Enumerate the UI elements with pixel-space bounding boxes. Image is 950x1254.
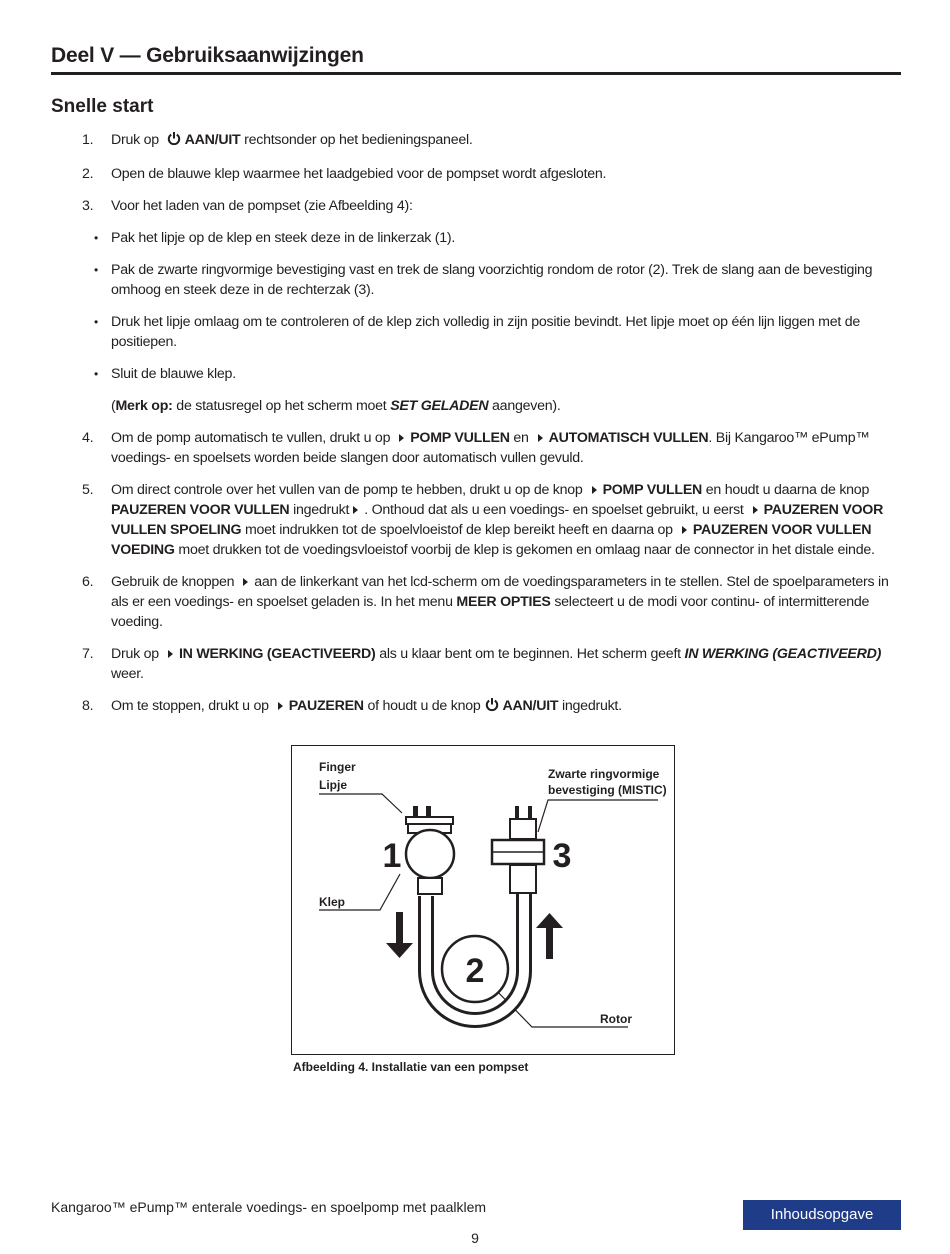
triangle-right-icon (353, 506, 358, 514)
valve-outlet (418, 878, 442, 894)
bullet-item: • Druk het lipje omlaag om te controleren of de klep zich volledig in zijn positie bevindt. Het lipje moet op één lijn liggen met de positiepen. (94, 314, 861, 350)
label-zwarte: Zwarte ringvormige (548, 767, 660, 781)
step-number: 7. (82, 646, 94, 662)
step-1: 1. Druk op AAN/UIT rechtsonder op het bedieningspaneel. (0, 130, 950, 152)
leader-line-bevestiging (538, 800, 658, 832)
step-8: 8. Om te stoppen, drukt u op PAUZEREN of houdt u de knop AAN/UIT ingedrukt. (0, 696, 950, 718)
pump-set-diagram (292, 746, 674, 1054)
triangle-right-icon (538, 434, 543, 442)
power-icon (485, 697, 499, 718)
triangle-right-icon (168, 650, 173, 658)
triangle-right-icon (278, 702, 283, 710)
bullet-icon: • (94, 367, 98, 381)
step-number: 1. (82, 132, 94, 148)
step-number: 5. (82, 482, 94, 498)
step-5: 5. Om direct controle over het vullen van de pomp te hebben, drukt u op de knop POMP VULLEN en houdt u daarna de knop PAUZEREN VOOR VULLEN ingedrukt . Onthoud dat als u een voedings- en spoelset gebruikt, u eerst PAUZEREN VOOR VULLEN SPOELING moet indrukken tot de spoelvloeistof de klep bereikt heeft en daarna op PAUZEREN VOOR VULLEN VOEDING moet drukken tot de voedingsvloeistof voorbij de klep is gekomen en omlaag naar de connector in het distale einde. (82, 482, 884, 558)
connector-bottom (510, 865, 536, 893)
step-number: 2. (82, 166, 94, 182)
triangle-right-icon (399, 434, 404, 442)
triangle-right-icon (592, 486, 597, 494)
table-of-contents-button[interactable]: Inhoudsopgave (743, 1200, 901, 1230)
label-finger: Finger (319, 760, 356, 774)
connector-top (510, 819, 536, 839)
valve-tab (406, 817, 453, 824)
label-1: 1 (382, 837, 402, 875)
triangle-right-icon (753, 506, 758, 514)
page-number: 9 (471, 1230, 479, 1246)
valve-body (406, 830, 454, 878)
connector-pin (528, 806, 532, 820)
label-2: 2 (465, 952, 485, 990)
step-2: 2. Open de blauwe klep waarmee het laadgebied voor de pompset wordt afgesloten. (82, 166, 607, 182)
figure-caption: Afbeelding 4. Installatie van een pompset (293, 1060, 529, 1074)
step-4: 4. Om de pomp automatisch te vullen, drukt u op POMP VULLEN en AUTOMATISCH VULLEN. Bij Kangaroo™ ePump™ voedings- en spoelsets worden beide slangen door automatisch vullen gevuld. (82, 430, 870, 466)
bullet-item: • Pak het lipje op de klep en steek deze in de linkerzak (1). (94, 230, 456, 246)
figure-pump-set-installation (291, 745, 675, 1055)
step-number: 4. (82, 430, 94, 446)
label-3: 3 (552, 837, 572, 875)
bullet-item: • Sluit de blauwe klep. (94, 366, 236, 382)
step-number: 3. (82, 198, 94, 214)
bullet-item: • Pak de zwarte ringvormige bevestiging vast en trek de slang voorzichtig rondom de rotor (2). Trek de slang aan de bevestiging omhoog en steek deze in de rechterzak (3). (94, 262, 873, 298)
label-klep: Klep (319, 895, 346, 909)
footer-product-name: Kangaroo™ ePump™ enterale voedings- en spoelpomp met paalklem (51, 1199, 487, 1215)
step-6: 6. Gebruik de knoppen aan de linkerkant van het lcd-scherm om de voedingsparameters in te stellen. Stel de spoelparameters in als er een voedings- en spoelset geladen is. In het menu MEER OPTIES selecteert u de modi voor continu- of intermitterende voeding. (82, 574, 889, 630)
step-3: 3. Voor het laden van de pompset (zie Afbeelding 4): (82, 198, 413, 214)
bullet-icon: • (94, 231, 98, 245)
bullet-icon: • (94, 263, 98, 277)
step-7: 7. Druk op IN WERKING (GEACTIVEERD) als u klaar bent om te beginnen. Het scherm geeft IN WERKING (GEACTIVEERD) weer. (82, 646, 882, 682)
page-header (51, 44, 901, 75)
connector-pin (515, 806, 519, 820)
step-number: 6. (82, 574, 94, 590)
label-rotor: Rotor (600, 1012, 632, 1026)
step-number: 8. (82, 698, 94, 714)
arrow-down-icon (386, 912, 413, 958)
leader-line-lipje (319, 794, 402, 813)
label-lipje: Lipje (319, 778, 348, 792)
bullet-icon: • (94, 315, 98, 329)
power-icon (167, 131, 181, 152)
note: (Merk op: de statusregel op het scherm moet SET GELADEN aangeven). (111, 398, 561, 414)
triangle-right-icon (243, 578, 248, 586)
arrow-up-icon (536, 913, 563, 959)
page-title: Deel V — Gebruiksaanwijzingen (51, 44, 364, 67)
triangle-right-icon (682, 526, 687, 534)
section-title: Snelle start (51, 96, 154, 117)
label-bevestiging: bevestiging (MISTIC) (548, 783, 667, 797)
instructions (0, 130, 950, 730)
